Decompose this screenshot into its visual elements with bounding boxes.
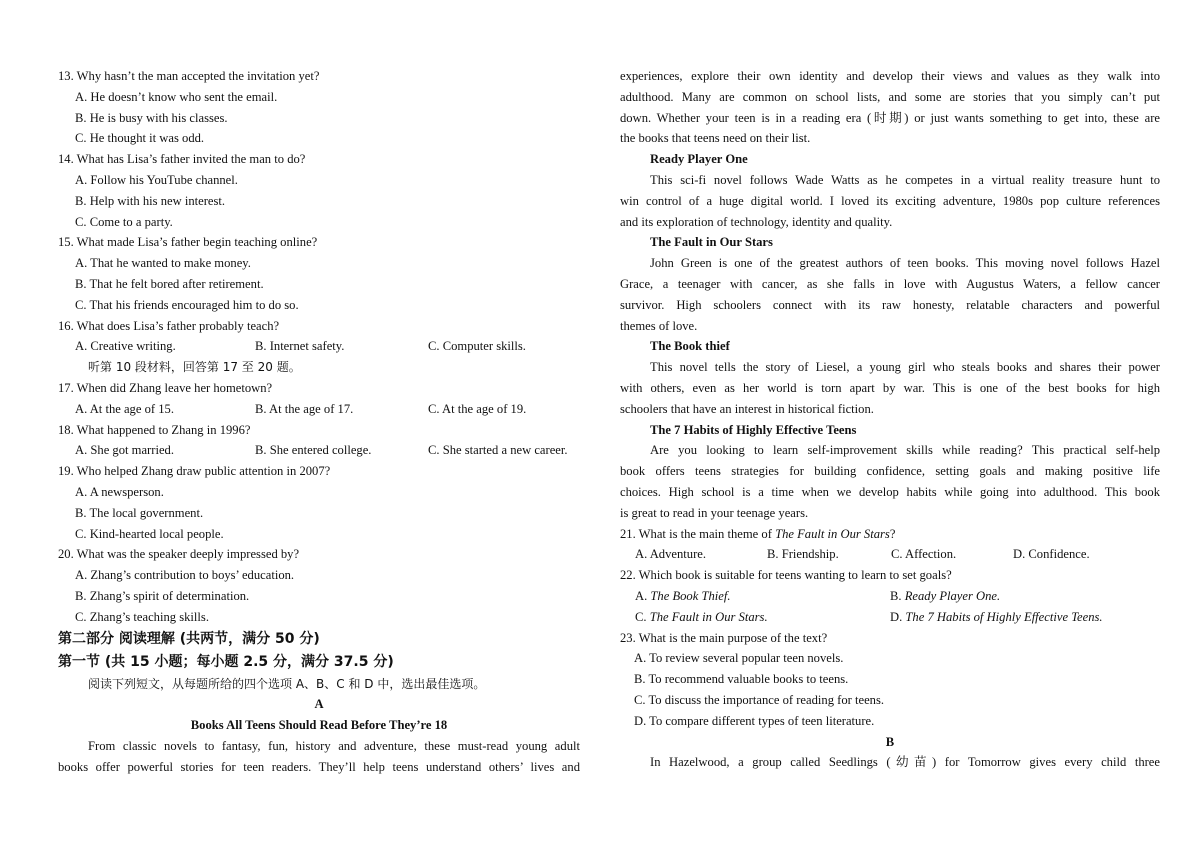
question-22-options-row-1 xyxy=(620,586,1160,607)
question-13-option-a: A. He doesn’t know who sent the email. xyxy=(75,89,278,104)
question-21-option-a: A. Adventure. xyxy=(635,547,706,562)
part-two-heading: 第二部分 阅读理解 (共两节，满分 50 分) xyxy=(58,630,320,647)
passage-a-intro-line-1: From classic novels to fantasy, fun, history and adventure, these must-read young adult xyxy=(88,738,580,753)
book-1-line-1: This sci-fi novel follows Wade Watts as he competes in a virtual reality treasure hunt to xyxy=(650,172,1160,187)
question-18-option-c: C. She started a new career. xyxy=(428,443,568,458)
question-18-options xyxy=(58,440,580,461)
book-2-line-2: Grace, a teenager with cancer, as she falls in love with Augustus Waters, a fellow cancer xyxy=(620,276,1160,291)
question-22-option-a xyxy=(635,586,890,607)
book-4-line-3: choices. High school is a time when we develop habits while going into adulthood. This book xyxy=(620,484,1160,499)
question-22-option-c-label: C. xyxy=(635,609,650,624)
question-17-option-b: B. At the age of 17. xyxy=(255,401,354,416)
book-2-title: The Fault in Our Stars xyxy=(650,235,773,250)
question-20-option-b: B. Zhang’s spirit of determination. xyxy=(75,588,250,603)
question-15-option-b: B. That he felt bored after retirement. xyxy=(75,276,264,291)
left-column xyxy=(58,66,580,778)
question-20-stem: 20. What was the speaker deeply impressed by? xyxy=(58,547,300,562)
question-23-option-b: B. To recommend valuable books to teens. xyxy=(634,672,849,687)
question-14-option-c: C. Come to a party. xyxy=(75,214,173,229)
book-1-title: Ready Player One xyxy=(650,152,748,167)
question-22-option-d xyxy=(890,607,1103,628)
book-3-line-3: schoolers that have an interest in historical fiction. xyxy=(620,401,874,416)
book-3-line-2: with others, even as her world is torn apart by war. This is one of the best books for high xyxy=(620,380,1160,395)
book-4-title: The 7 Habits of Highly Effective Teens xyxy=(650,422,857,437)
question-17-options xyxy=(58,399,580,420)
book-4-line-4: is great to read in your teenage years. xyxy=(620,505,809,520)
question-18-stem: 18. What happened to Zhang in 1996? xyxy=(58,422,251,437)
question-21-option-b: B. Friendship. xyxy=(767,547,839,562)
book-4-line-1: Are you looking to learn self-improvement skills while reading? This practical self-help xyxy=(650,443,1160,458)
question-17-option-c: C. At the age of 19. xyxy=(428,401,527,416)
question-23-stem: 23. What is the main purpose of the text? xyxy=(620,630,828,645)
question-22-options-row-2 xyxy=(620,607,1160,628)
book-4-line-2: book offers teens strategies for building confidence, setting goals and making positive life xyxy=(620,464,1160,479)
question-21-stem-suffix: ? xyxy=(889,526,896,541)
book-1-line-2: win control of a huge digital world. I loved its exciting adventure, 1980s pop culture references xyxy=(620,193,1160,208)
reading-instruction: 阅读下列短文，从每题所给的四个选项 A、B、C 和 D 中，选出最佳选项。 xyxy=(88,676,486,691)
question-21-stem-prefix: 21. What is the main theme of xyxy=(620,526,776,541)
passage-a-letter: A xyxy=(314,697,324,712)
section-one-heading: 第一节 (共 15 小题；每小题 2.5 分，满分 37.5 分) xyxy=(58,653,394,670)
question-22-option-c-text: The Fault in Our Stars. xyxy=(649,609,768,624)
question-18-option-b: B. She entered college. xyxy=(255,443,372,458)
question-15-option-c: C. That his friends encouraged him to do so. xyxy=(75,297,299,312)
question-22-option-b-label: B. xyxy=(890,588,905,603)
listening-instruction: 听第 10 段材料，回答第 17 至 20 题。 xyxy=(88,360,301,375)
question-14-option-a: A. Follow his YouTube channel. xyxy=(75,172,238,187)
question-21-option-c: C. Affection. xyxy=(891,547,957,562)
question-22-option-c xyxy=(635,607,890,628)
question-16-option-b: B. Internet safety. xyxy=(255,339,345,354)
question-14-option-b: B. Help with his new interest. xyxy=(75,193,226,208)
question-19-option-a: A. A newsperson. xyxy=(75,484,164,499)
question-13-option-b: B. He is busy with his classes. xyxy=(75,110,228,125)
question-21-stem xyxy=(620,524,1160,545)
passage-a-intro-line-3: experiences, explore their own identity and develop their views and values as they walk into xyxy=(620,69,1160,83)
question-22-option-a-text: The Book Thief. xyxy=(650,588,731,603)
question-21-option-d: D. Confidence. xyxy=(1013,547,1090,562)
question-16-options xyxy=(58,336,580,357)
question-13-option-c: C. He thought it was odd. xyxy=(75,131,205,146)
question-14-stem: 14. What has Lisa’s father invited the man to do? xyxy=(58,152,306,167)
question-16-option-a: A. Creative writing. xyxy=(75,339,176,354)
passage-a-intro-line-6: the books that teens need on their list. xyxy=(620,131,811,146)
question-22-option-b xyxy=(890,586,1000,607)
passage-b-letter: B xyxy=(885,734,895,749)
question-22-option-d-label: D. xyxy=(890,609,906,624)
question-22-option-d-text: The 7 Habits of Highly Effective Teens. xyxy=(905,609,1103,624)
book-2-line-1: John Green is one of the greatest authors of teen books. This moving novel follows Hazel xyxy=(650,256,1160,271)
question-13-stem: 13. Why hasn’t the man accepted the invitation yet? xyxy=(58,69,320,83)
question-20-option-a: A. Zhang’s contribution to boys’ education. xyxy=(75,568,295,583)
passage-a-intro-line-4: adulthood. Many are common on school lists, and some are stories that you simply can’t put xyxy=(620,89,1160,104)
book-1-line-3: and its exploration of technology, identity and quality. xyxy=(620,214,893,229)
book-2-line-3: survivor. High schoolers connect with its raw honesty, relatable characters and powerful xyxy=(620,297,1160,312)
book-3-line-1: This novel tells the story of Liesel, a young girl who steals books and shares their power xyxy=(650,360,1160,375)
question-17-option-a: A. At the age of 15. xyxy=(75,401,174,416)
question-23-option-d: D. To compare different types of teen literature. xyxy=(634,713,875,728)
question-23-option-a: A. To review several popular teen novels. xyxy=(634,651,844,666)
passage-a-intro-line-2: books offer powerful stories for teen readers. They’ll help teens understand others’ lives and xyxy=(58,759,580,774)
book-2-line-4: themes of love. xyxy=(620,318,698,333)
passage-b-line-1: In Hazelwood, a group called Seedlings (幼苗) for Tomorrow gives every child three xyxy=(650,755,1160,770)
right-column xyxy=(620,66,1160,773)
question-23-option-c: C. To discuss the importance of reading for teens. xyxy=(634,692,884,707)
question-15-stem: 15. What made Lisa’s father begin teaching online? xyxy=(58,235,318,250)
question-15-option-a: A. That he wanted to make money. xyxy=(75,256,251,271)
passage-a-intro-line-5: down. Whether your teen is in a reading era (时期) or just wants something to get into, these are xyxy=(620,110,1160,125)
question-21-options xyxy=(620,544,1160,565)
book-3-title: The Book thief xyxy=(650,339,730,354)
question-16-option-c: C. Computer skills. xyxy=(428,339,526,354)
question-19-option-c: C. Kind-hearted local people. xyxy=(75,526,224,541)
question-22-stem: 22. Which book is suitable for teens wanting to learn to set goals? xyxy=(620,568,952,583)
question-19-option-b: B. The local government. xyxy=(75,505,204,520)
question-20-option-c: C. Zhang’s teaching skills. xyxy=(75,609,209,624)
question-21-stem-title: The Fault in Our Stars xyxy=(775,526,890,541)
question-19-stem: 19. Who helped Zhang draw public attention in 2007? xyxy=(58,464,331,479)
question-16-stem: 16. What does Lisa’s father probably teach? xyxy=(58,318,280,333)
question-22-option-a-label: A. xyxy=(635,588,651,603)
question-17-stem: 17. When did Zhang leave her hometown? xyxy=(58,380,273,395)
question-18-option-a: A. She got married. xyxy=(75,443,174,458)
passage-a-title: Books All Teens Should Read Before They’re 18 xyxy=(190,718,448,733)
question-22-option-b-text: Ready Player One. xyxy=(904,588,1001,603)
